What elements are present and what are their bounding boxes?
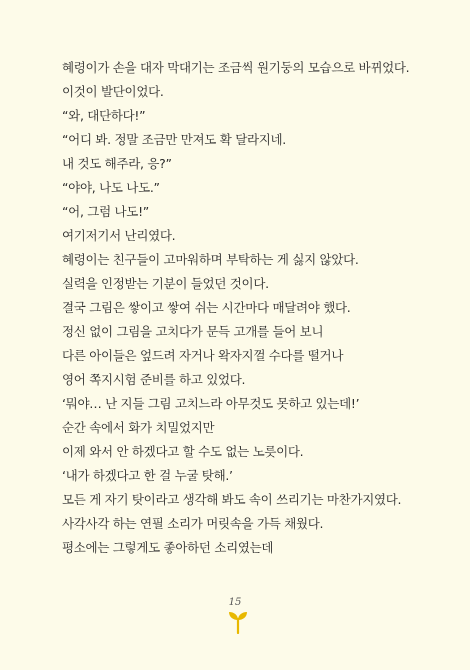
text-line: 사각사각 하는 연필 소리가 머릿속을 가득 채웠다. <box>62 516 324 531</box>
text-line: “어디 봐. 정말 조금만 만져도 확 달라지네. <box>62 132 286 147</box>
text-line: ‘내가 하겠다고 한 걸 누굴 탓해.’ <box>62 468 233 483</box>
text-line: 평소에는 그렇게도 좋아하던 소리였는데 <box>62 540 274 555</box>
text-line: 내 것도 해주라, 응?” <box>62 156 172 171</box>
text-line: 모든 게 자기 탓이라고 생각해 봐도 속이 쓰리기는 마찬가지였다. <box>62 492 402 507</box>
text-line: 다른 아이들은 엎드려 자거나 왁자지껄 수다를 떨거나 <box>62 348 344 363</box>
text-line: 여기저기서 난리였다. <box>62 228 176 243</box>
page-number: 15 <box>228 597 242 608</box>
text-line: 순간 속에서 화가 치밀었지만 <box>62 420 215 435</box>
text-line: ‘뭐야… 난 지들 그림 고치느라 아무것도 못하고 있는데!’ <box>62 396 360 411</box>
text-line: “와, 대단하다!” <box>62 108 146 123</box>
text-line: 이제 와서 안 하겠다고 할 수도 없는 노릇이다. <box>62 444 304 459</box>
text-line: 결국 그림은 쌓이고 쌓여 쉬는 시간마다 매달려야 했다. <box>62 300 351 315</box>
text-line: 혜령이는 친구들이 고마워하며 부탁하는 게 싫지 않았다. <box>62 252 359 267</box>
text-line: “야야, 나도 나도.” <box>62 180 160 195</box>
text-line: 정신 없이 그림을 고치다가 문득 고개를 들어 보니 <box>62 324 324 339</box>
body-text <box>62 56 442 560</box>
text-line: 영어 쪽지시험 준비를 하고 있었다. <box>62 372 246 387</box>
sprout-icon <box>227 608 249 634</box>
text-line: “어, 그럼 나도!” <box>62 204 149 219</box>
text-line: 실력을 인정받는 기분이 들었던 것이다. <box>62 276 269 291</box>
text-line: 이것이 발단이었다. <box>62 84 164 99</box>
text-line: 혜령이가 손을 대자 막대기는 조금씩 원기둥의 모습으로 바뀌었다. <box>62 60 410 75</box>
